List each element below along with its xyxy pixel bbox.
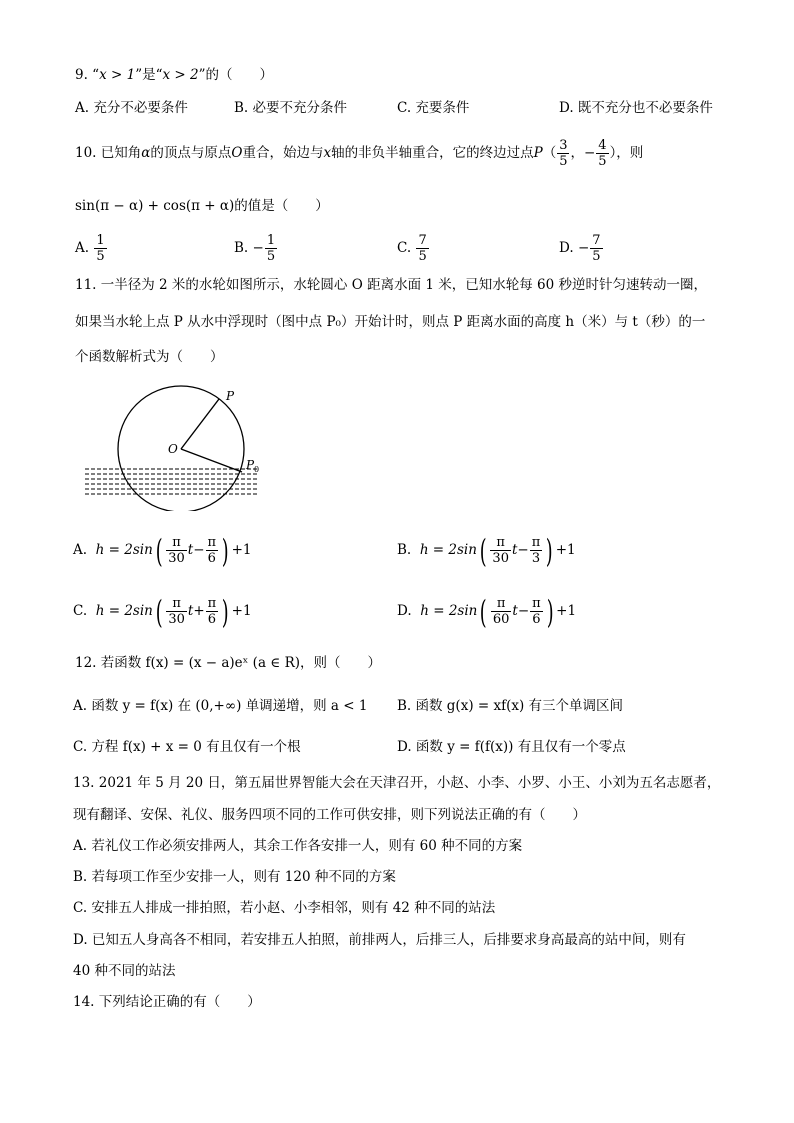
- q9-option-b: B. 必要不充分条件: [234, 100, 348, 116]
- q12-option-b: B. 函数 g(x) = xf(x) 有三个单调区间: [397, 698, 624, 714]
- q12-stem: 12. 若函数 f(x) = (x − a)eˣ (a ∈ R)，则（ ）: [75, 655, 382, 671]
- q10-point-y-fraction: $\frac{4}{5}$: [598, 138, 607, 169]
- q13-option-d: D. 已知五人身高各不相同，若安排五人拍照，前排两人，后排三人，后排要求身高最高的站中间，则有: [73, 932, 686, 948]
- q13-option-b: B. 若每项工作至少安排一人，则有 120 种不同的方案: [73, 869, 396, 885]
- q13-option-a: A. 若礼仪工作必须安排两人，其余工作各安排一人，则有 60 种不同的方案: [73, 838, 523, 854]
- label-p0: P: [246, 458, 255, 472]
- q11-option-c: C. h = 2sin( $\frac{\pi}{30}$ t+ $\frac{\pi}{6}$ ) +1: [73, 592, 252, 631]
- q13-option-d-continued: 40 种不同的站法: [73, 963, 176, 979]
- q14-stem: 14. 下列结论正确的有（ ）: [73, 994, 261, 1010]
- label-p0-subscript: 0: [254, 465, 260, 474]
- radius-op: [181, 399, 219, 449]
- q10-option-d: D. − $\frac{7}{5}$: [559, 233, 601, 264]
- q10-option-c: C. $\frac{7}{5}$: [397, 233, 427, 264]
- q12-option-a: A. 函数 y = f(x) 在 (0,+∞) 单调递增，则 a < 1: [73, 698, 368, 714]
- q9-option-d: D. 既不充分也不必要条件: [559, 100, 713, 116]
- label-o: O: [168, 442, 178, 456]
- q13-line-1: 13. 2021 年 5 月 20 日，第五届世界智能大会在天津召开，小赵、小李、小罗、小王、小刘为五名志愿者，: [73, 775, 721, 791]
- q11-line-3: 个函数解析式为（ ）: [75, 349, 224, 365]
- q13-line-2: 现有翻译、安保、礼仪、服务四项不同的工作可供安排，则下列说法正确的有（ ）: [73, 807, 586, 823]
- q11-option-d: D. h = 2sin( $\frac{\pi}{60}$ t− $\frac{\pi}{6}$ ) +1: [397, 592, 577, 631]
- q10-option-a: A. $\frac{1}{5}$: [75, 233, 105, 264]
- q11-line-1: 11. 一半径为 2 米的水轮如图所示，水轮圆心 O 距离水面 1 米，已知水轮每 60 秒逆时针匀速转动一圈，: [75, 277, 708, 293]
- q10-point-x-fraction: $\frac{3}{5}$: [559, 138, 568, 169]
- q12-option-d: D. 函数 y = f(f(x)) 有且仅有一个零点: [397, 739, 626, 755]
- q12-option-c: C. 方程 f(x) + x = 0 有且仅有一个根: [73, 739, 301, 755]
- q9-option-a: A. 充分不必要条件: [75, 100, 188, 116]
- q11-line-2: 如果当水轮上点 P 从水中浮现时（图中点 P₀）开始计时，则点 P 距离水面的高度 h（米）与 t（秒）的一: [75, 314, 706, 330]
- q10-option-b: B. − $\frac{1}{5}$: [234, 233, 276, 264]
- label-p: P: [226, 389, 235, 403]
- water-wheel-diagram: [83, 376, 273, 511]
- q11-option-a: A. h = 2sin( $\frac{\pi}{30}$ t− $\frac{\pi}{6}$ ) +1: [73, 531, 252, 570]
- q10-expression: sin(π − α) + cos(π + α)的值是（ ）: [75, 198, 329, 214]
- q9-option-c: C. 充要条件: [397, 100, 470, 116]
- q9-stem: 9. “x > 1”是“x > 2”的（ ）: [75, 67, 274, 83]
- q11-option-b: B. h = 2sin( $\frac{\pi}{30}$ t− $\frac{\pi}{3}$ ) +1: [397, 531, 576, 570]
- q10-stem: 10. 已知角α的顶点与原点O重合，始边与x轴的非负半轴重合，它的终边过点P（ $\frac{3}{5}$ ，− $\frac{4}{5}$ ），则: [75, 138, 644, 169]
- q13-option-c: C. 安排五人排成一排拍照，若小赵、小李相邻，则有 42 种不同的站法: [73, 900, 496, 916]
- water-wheel-figure: [83, 376, 273, 515]
- water-surface: [85, 469, 259, 494]
